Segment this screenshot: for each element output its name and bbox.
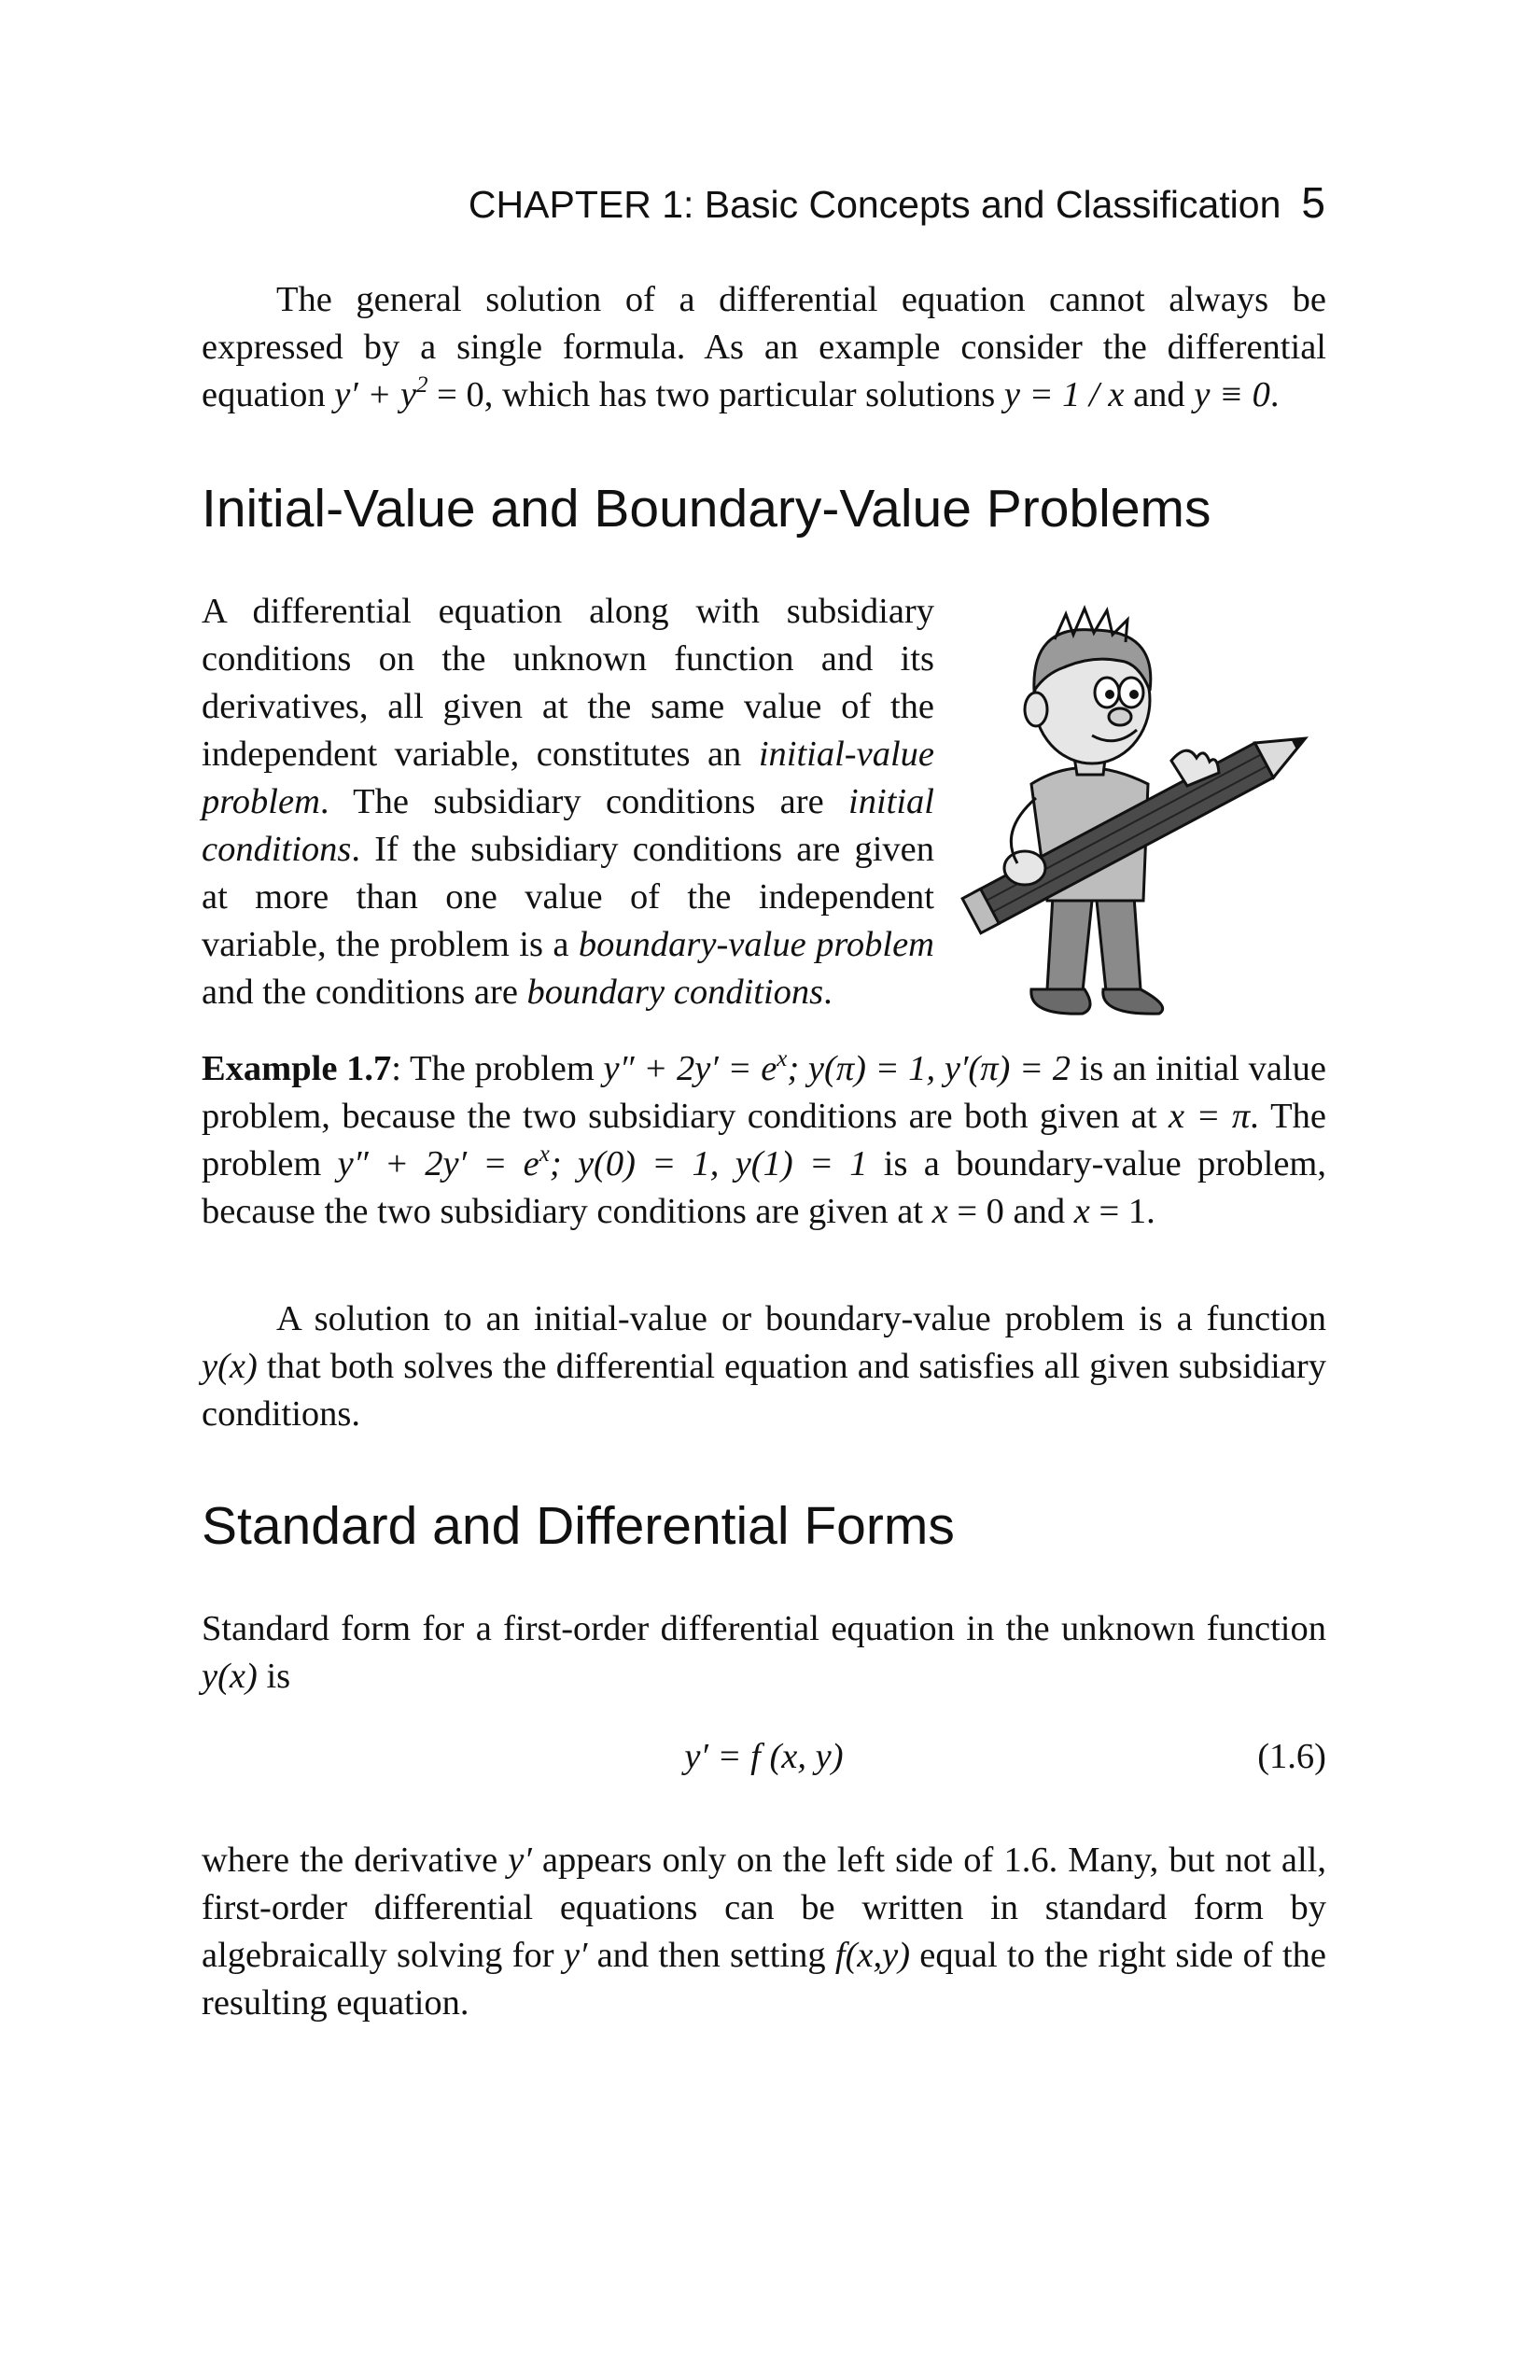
intro-equation-b: y = 1 / x xyxy=(1003,375,1125,414)
example-paragraph: Example 1.7: The problem $y'' + 2y' = e^x$; y(π) = 1, y′(π) = 2 is an initial value problem, because the two subsidiary conditions are both given at x = π. The problem $y'' + 2y' = e^x$; y(0) = 1, y(1) = 1 is a boundary-value problem, because the two subsidiary conditions are given at x = 0 and x = 1. xyxy=(202,1046,1327,1231)
page-number: 5 xyxy=(1301,178,1325,227)
example-equation-1: $y'' + 2y' = e^x$; y(π) = 1, y′(π) = 2 xyxy=(603,1046,1071,1088)
ivbv-paragraph: A differential equation along with subsidiary conditions on the unknown function and its derivatives, all given at the same value of the independent variable, constitutes an initial-value problem. The subsidiary conditions are initial conditions. If the subsidiary conditions are given at more than one value of the independent variable, the problem is a boundary-value problem and the conditions are boundary conditions. xyxy=(202,592,934,1012)
example-label: Example 1.7 xyxy=(202,1049,392,1088)
derivative-paragraph: where the derivative y′ appears only on the left side of 1.6. Many, but not all, first-order differential equations can be written in standard form by algebraically solving for y′ and then setting f(x,y) equal to the right side of the resulting equation. xyxy=(202,1841,1326,2023)
intro-text-a: The general solution of a differential equation cannot always be expressed by a single formula. As an example consider the differential equation xyxy=(202,280,1326,414)
intro-text-b: , which has two particular solutions xyxy=(483,375,1004,414)
intro-text-d: . xyxy=(1269,375,1280,414)
term-boundary-value-problem: boundary-value problem xyxy=(578,925,934,964)
chapter-title: CHAPTER 1: Basic Concepts and Classification xyxy=(468,183,1281,226)
solution-paragraph: A solution to an initial-value or boundary-value problem is a function y(x) that both solves the differential equation and satisfies all given subsidiary conditions. xyxy=(202,1299,1326,1434)
section-heading-ivbv: Initial-Value and Boundary-Value Problems xyxy=(202,479,1211,539)
boy-with-pencil-illustration xyxy=(943,588,1344,1017)
term-initial-value-problem: initial-value problem xyxy=(202,735,934,821)
equation-number: (1.6) xyxy=(1257,1737,1326,1776)
equation-1-6: y′ = f (x, y) xyxy=(684,1737,844,1776)
intro-equation-c: y ≡ 0 xyxy=(1194,375,1270,414)
running-head xyxy=(448,177,1325,228)
intro-paragraph xyxy=(202,276,1326,419)
display-equation-1-6 xyxy=(202,1736,1326,1788)
term-initial-conditions: initial conditions xyxy=(202,782,934,869)
intro-text-c: and xyxy=(1124,375,1195,414)
section-heading-standard-forms: Standard and Differential Forms xyxy=(202,1496,955,1556)
term-boundary-conditions: boundary conditions xyxy=(526,973,824,1012)
example-equation-3: $y'' + 2y' = e^x$; y(0) = 1, y(1) = 1 xyxy=(337,1141,868,1183)
solution-equation: y(x) xyxy=(202,1347,258,1386)
intro-equation-a: $y' + y^2 = 0$ xyxy=(334,372,484,414)
standard-form-paragraph: Standard form for a first-order differential equation in the unknown function y(x) is xyxy=(202,1609,1326,1696)
example-equation-2: x = π xyxy=(1168,1097,1251,1136)
